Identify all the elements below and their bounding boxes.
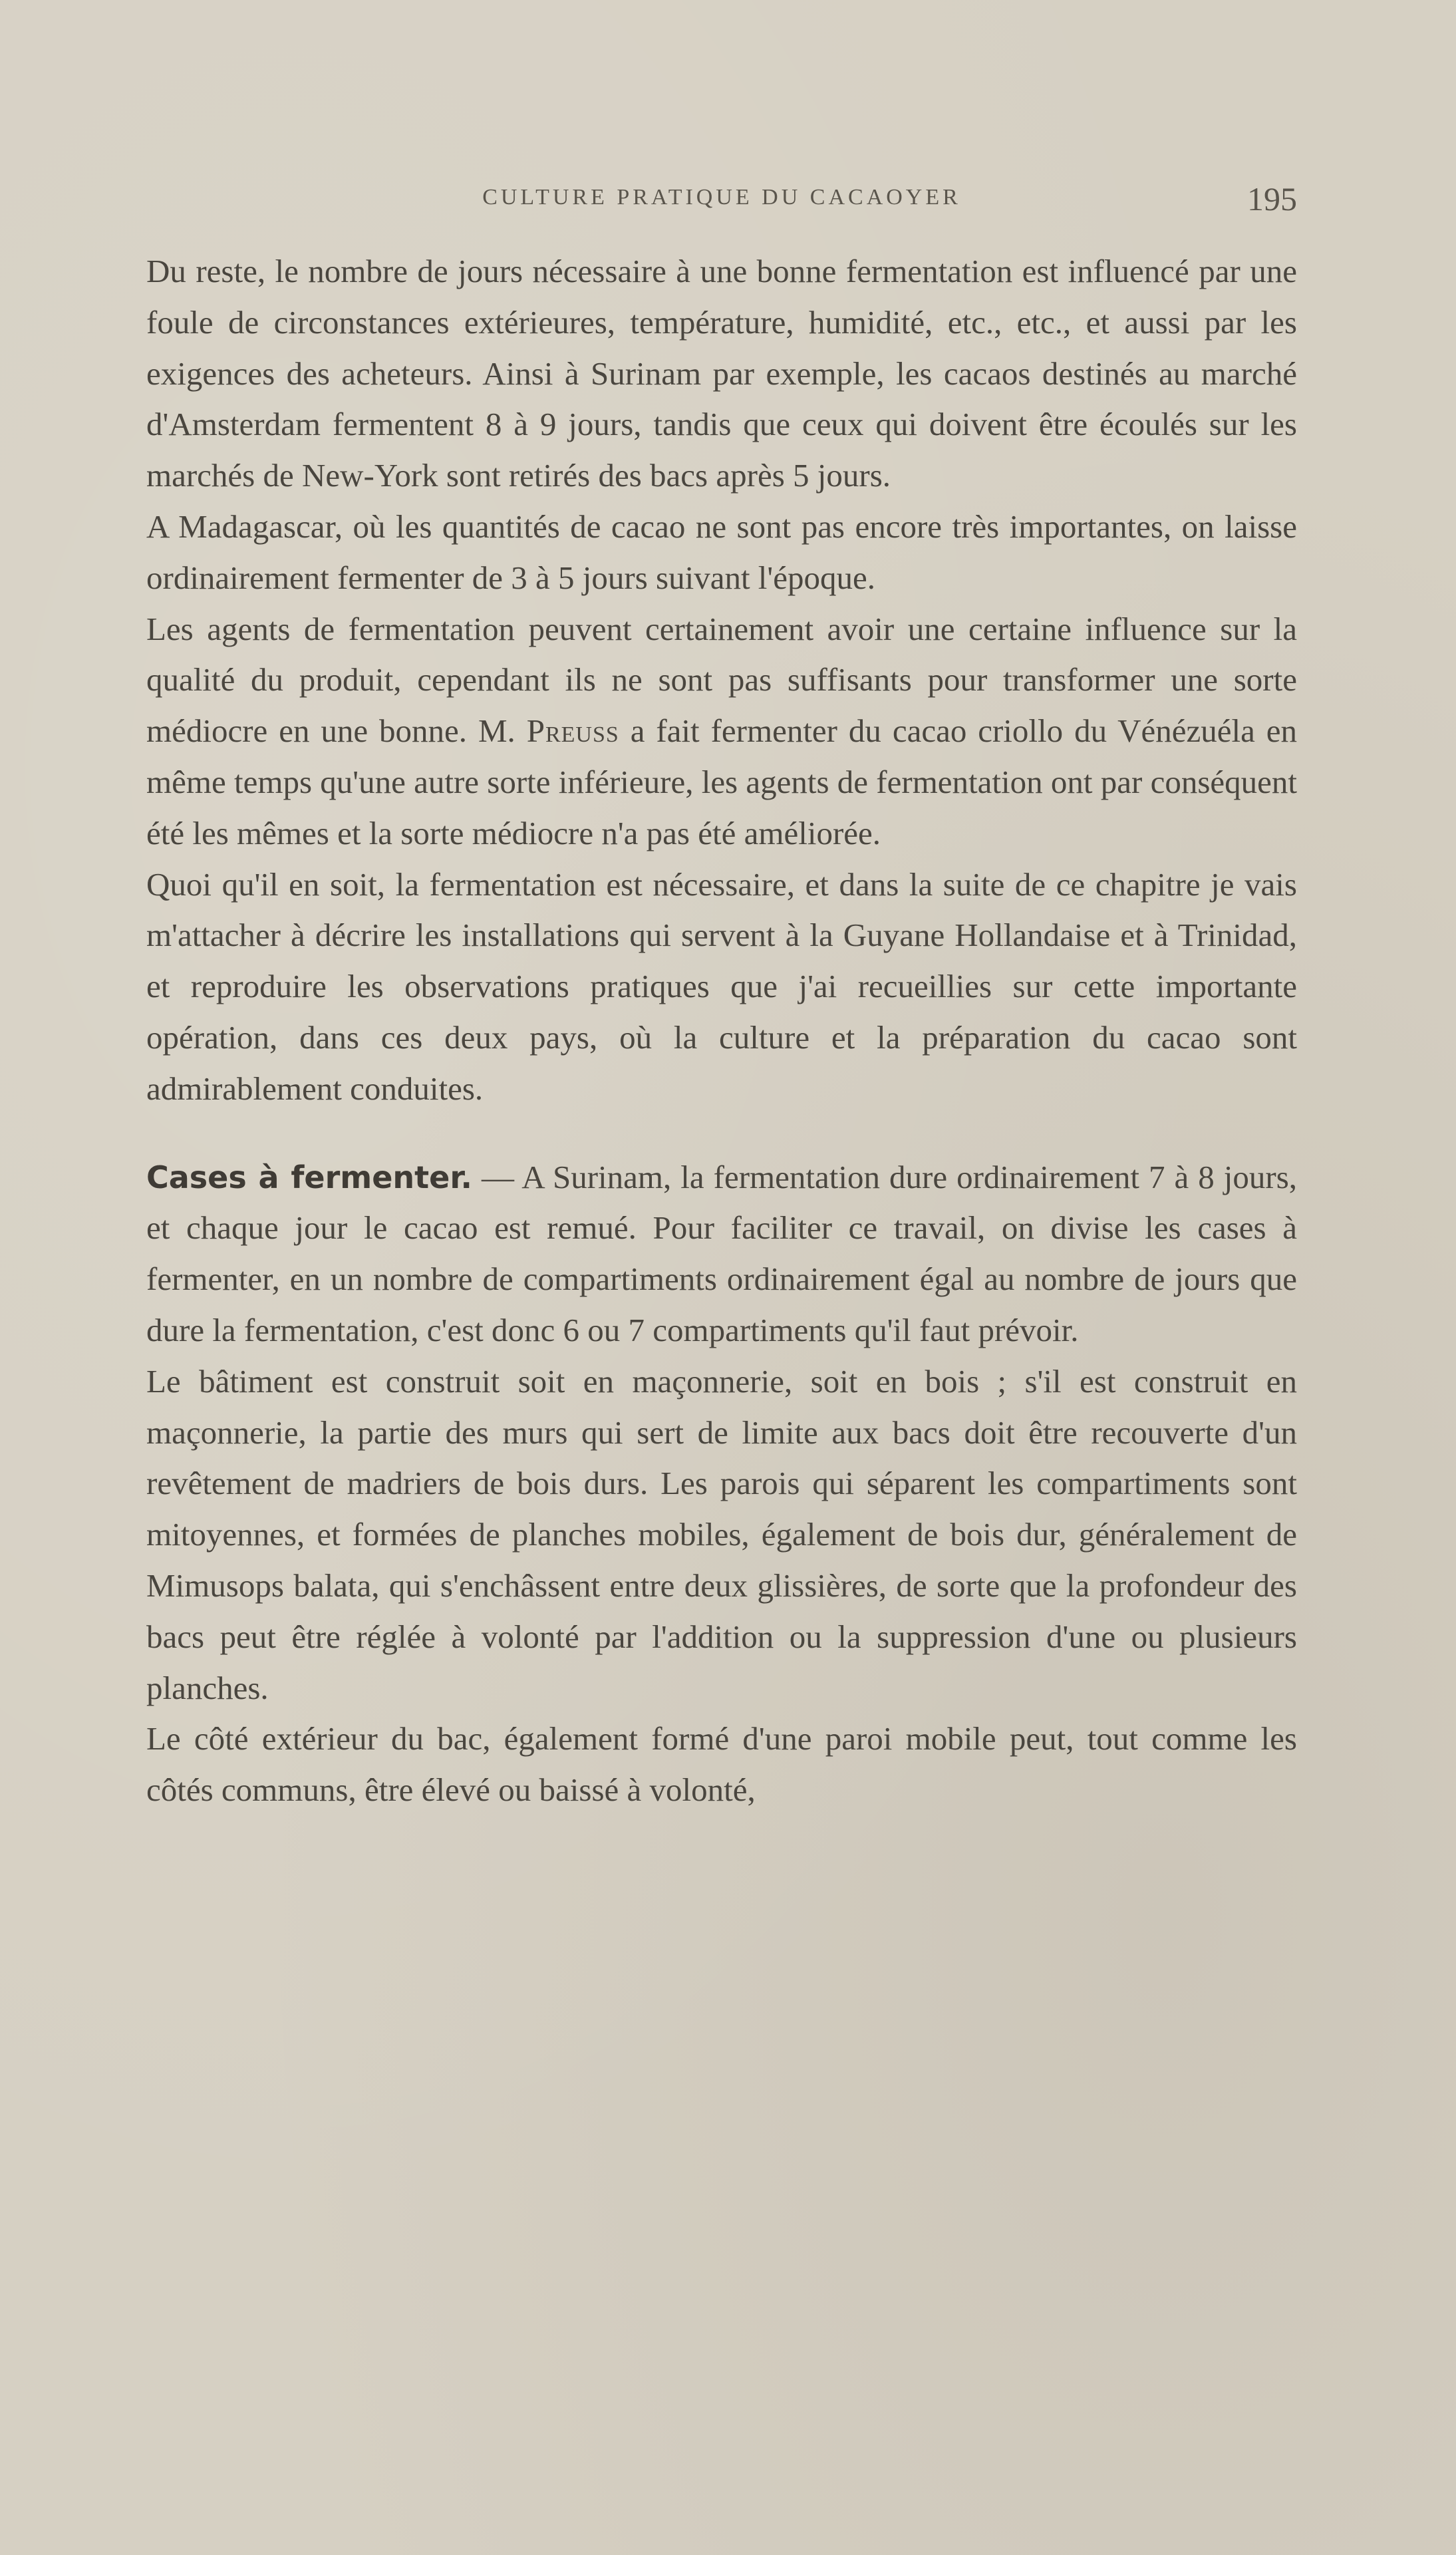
paragraph-3-text-after: a fait fermenter du cacao criollo du Vénézuéla en même temps qu'une autre sorte inférieure, les agents de fermentation ont par conséquent été les mêmes et la sorte médiocre n'a pas été améliorée.	[146, 712, 1298, 851]
paragraph-7-text: Le côté extérieur du bac, également formé d'une paroi mobile peut, tout comme les côtés communs, être élevé ou baissé à volonté,	[146, 1720, 1297, 1809]
paragraph-5-text: A Surinam, la fermentation dure ordinairement 7 à 8 jours, et chaque jour le cacao est remué. Pour faciliter ce travail, on divise les cases à fermenter, en un nombre de compartiments ordinairement égal au nombre de jours que dure la fermentation, c'est donc 6 ou 7 compartiments qu'il faut prévoir.	[146, 1158, 1298, 1348]
paragraph-4	[146, 859, 1297, 1115]
heading-dash: —	[472, 1158, 522, 1195]
author-name: Preuss	[526, 712, 619, 750]
paragraph-6	[146, 1356, 1297, 1714]
body-text	[146, 246, 1297, 1816]
section-heading: Cases à fermenter.	[146, 1159, 472, 1195]
paragraph-3-text-before: Les agents de fermentation peuvent certainement avoir une certaine influence sur la qualité du produit, cependant ils ne sont pas suffisants pour transformer une sorte médiocre en une bonne. M.	[146, 610, 1297, 750]
running-head	[146, 180, 1297, 225]
page-number: 195	[1247, 180, 1297, 218]
paragraph-6-text: Le bâtiment est construit soit en maçonnerie, soit en bois ; s'il est construit en maçonnerie, la partie des murs qui sert de limite aux bacs doit être recouverte d'un revêtement de madriers de bois durs. Les parois qui séparent les compartiments sont mitoyennes, et formées de planches mobiles, également de bois dur, généralement de Mimusops balata, qui s'enchâssent entre deux glissières, de sorte que la profondeur des bacs peut être réglée à volonté par l'addition ou la suppression d'une ou plusieurs planches.	[146, 1362, 1297, 1706]
paragraph-2-text: A Madagascar, où les quantités de cacao ne sont pas encore très importantes, on laisse ordinairement fermenter de 3 à 5 jours suivant l'époque.	[146, 508, 1297, 596]
paragraph-4-text: Quoi qu'il en soit, la fermentation est nécessaire, et dans la suite de ce chapitre je vais m'attacher à décrire les installations qui servent à la Guyane Hollandaise et à Trinidad, et reproduire les observations pratiques que j'ai recueillies sur cette importante opération, dans ces deux pays, où la culture et la préparation du cacao sont admirablement conduites.	[146, 865, 1297, 1107]
paragraph-7	[146, 1714, 1297, 1816]
running-title: CULTURE PRATIQUE DU CACAOYER	[482, 185, 961, 210]
paragraph-2	[146, 502, 1297, 604]
paragraph-3	[146, 604, 1297, 859]
paragraph-5	[146, 1152, 1297, 1356]
paragraph-1	[146, 246, 1297, 502]
paragraph-1-text: Du reste, le nombre de jours nécessaire à une bonne fermentation est influencé par une foule de circonstances extérieures, température, humidité, etc., etc., et aussi par les exigences des acheteurs. Ainsi à Surinam par exemple, les cacaos destinés au marché d'Amsterdam fermentent 8 à 9 jours, tandis que ceux qui doivent être écoulés sur les marchés de New-York sont retirés des bacs après 5 jours.	[146, 253, 1297, 494]
